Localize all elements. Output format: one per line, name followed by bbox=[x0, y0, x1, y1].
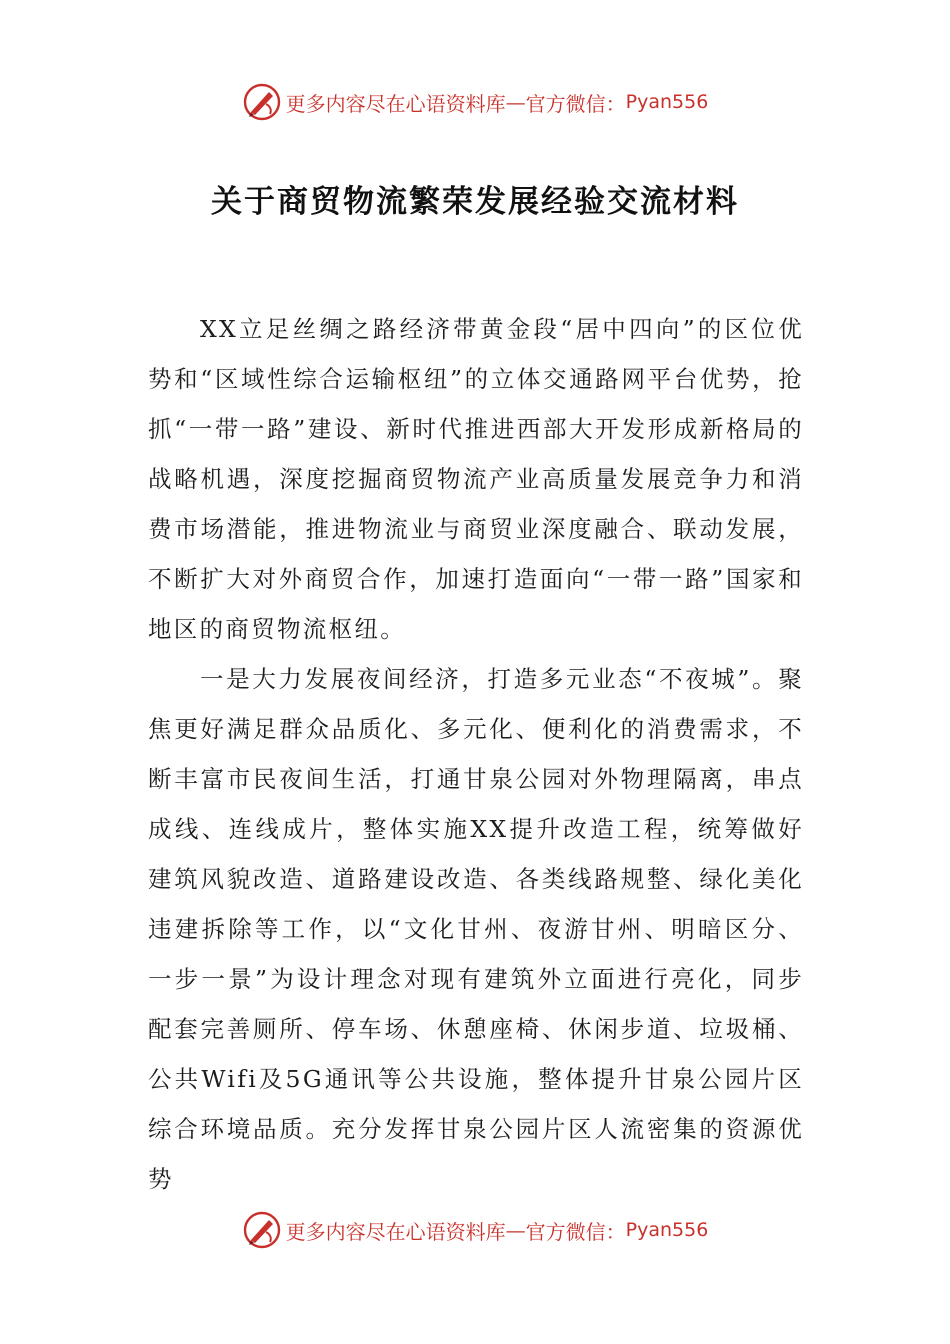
banner-slogan: 更多内容尽在心语资料库 bbox=[285, 1219, 506, 1244]
document-body bbox=[148, 304, 804, 1204]
pen-logo-icon bbox=[242, 1210, 282, 1250]
banner-dash: — bbox=[505, 1218, 526, 1242]
footer-banner bbox=[0, 1208, 950, 1252]
banner-slogan: 更多内容尽在心语资料库 bbox=[285, 91, 506, 116]
banner-wechat-id: Pyan556 bbox=[625, 91, 709, 113]
paragraph-night-economy: 一是大力发展夜间经济，打造多元业态“不夜城”。聚焦更好满足群众品质化、多元化、便利化的消费需求，不断丰富市民夜间生活，打通甘泉公园对外物理隔离，串点成线、连线成片，整体实施XX提升改造工程，统筹做好建筑风貌改造、道路建设改造、各类线路规整、绿化美化违建拆除等工作，以“文化甘州、夜游甘州、明暗区分、一步一景”为设计理念对现有建筑外立面进行亮化，同步配套完善厕所、停车场、休憩座椅、休闲步道、垃圾桶、公共Wifi及5G通讯等公共设施，整体提升甘泉公园片区综合环境品质。充分发挥甘泉公园片区人流密集的资源优势 bbox=[148, 665, 804, 1193]
banner-dash: — bbox=[505, 90, 526, 114]
paragraph-intro: XX立足丝绸之路经济带黄金段“居中四向”的区位优势和“区域性综合运输枢纽”的立体交通路网平台优势，抢抓“一带一路”建设、新时代推进西部大开发形成新格局的战略机遇，深度挖掘商贸物流产业高质量发展竞争力和消费市场潜能，推进物流业与商贸业深度融合、联动发展，不断扩大对外商贸合作，加速打造面向“一带一路”国家和地区的商贸物流枢纽。 bbox=[148, 315, 804, 643]
banner-wechat-label: 官方微信： bbox=[525, 91, 626, 116]
banner-wechat-label: 官方微信： bbox=[525, 1219, 626, 1244]
header-banner bbox=[0, 80, 950, 124]
banner-wechat-id: Pyan556 bbox=[625, 1219, 709, 1241]
pen-logo-icon bbox=[242, 82, 282, 122]
document-title: 关于商贸物流繁荣发展经验交流材料 bbox=[211, 184, 739, 220]
